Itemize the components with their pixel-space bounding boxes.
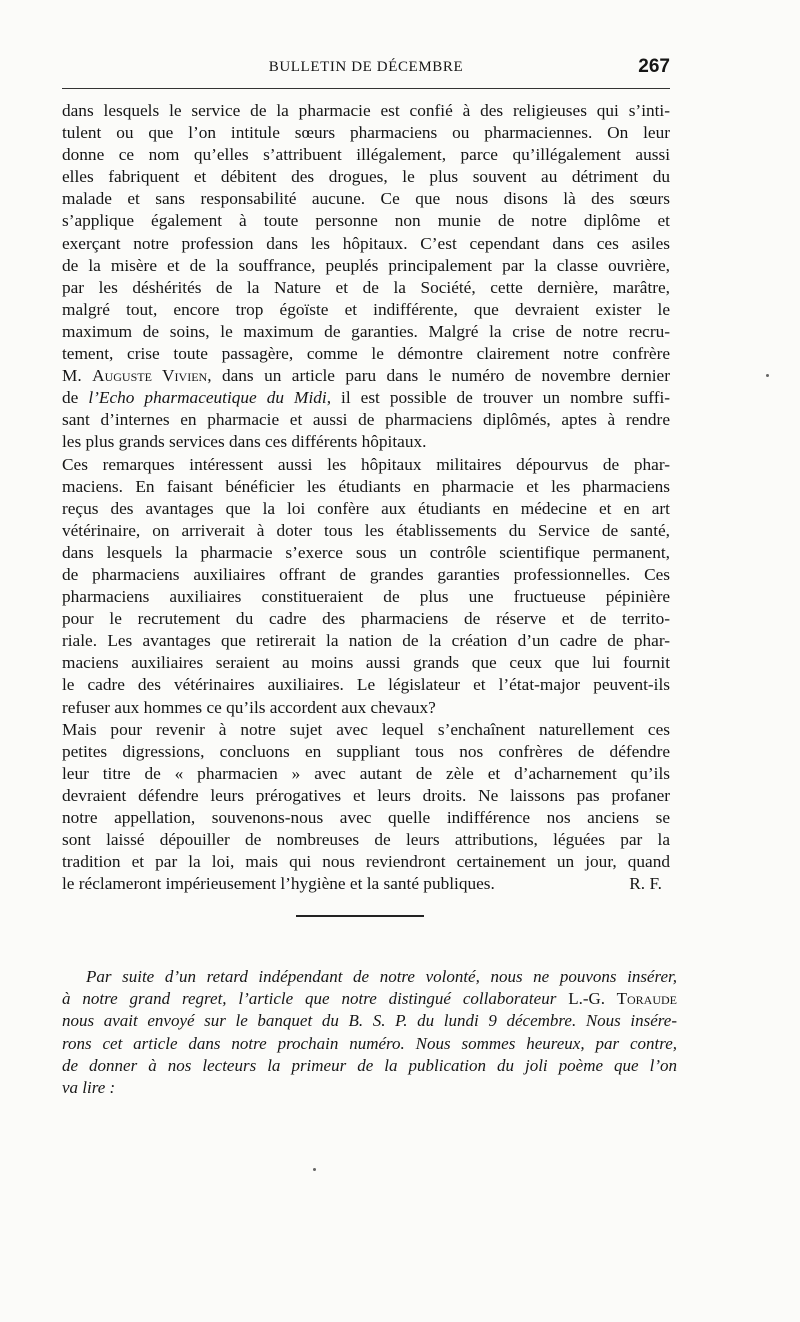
text-line: de la misère et de la souffrance, peuplés principalement par la classe ouvrière, bbox=[62, 255, 670, 275]
text-line: tradition et par la loi, mais qui nous reviendront certainement un jour, quand bbox=[62, 852, 670, 872]
text-line: exerçant notre profession dans les hôpitaux. C’est cependant dans ces asiles bbox=[62, 233, 670, 253]
text-line: maciens auxiliaires seraient au moins aussi grands que ceux que lui fournit bbox=[62, 653, 670, 673]
section-separator bbox=[296, 915, 424, 917]
running-head: BULLETIN DE DÉCEMBRE bbox=[268, 59, 464, 75]
text-line: Ces remarques intéressent aussi les hôpitaux militaires dépourvus de phar- bbox=[62, 454, 670, 474]
page-header bbox=[62, 56, 670, 86]
article-body bbox=[62, 100, 670, 895]
note-line: rons cet article dans notre prochain numéro. Nous sommes heureux, par contre, bbox=[62, 1033, 677, 1053]
text-line: malgré tout, encore trop égoïste et indifférente, que devraient exister le bbox=[62, 299, 670, 319]
text-line: malade et sans responsabilité aucune. Ce que nous disons là des sœurs bbox=[62, 189, 670, 209]
text-line: maximum de soins, le maximum de garanties. Malgré la crise de notre recru- bbox=[62, 321, 670, 341]
journal-title: l’Echo pharmaceutique du Midi bbox=[88, 388, 327, 408]
line-suffix: , il est possible de trouver un nombre suffi- bbox=[326, 388, 671, 408]
note-text: à notre grand regret, l’article que notre distingué collaborateur bbox=[62, 989, 569, 1009]
text-line: maciens. En faisant bénéficier les étudiants en pharmacie et les pharmaciens bbox=[62, 476, 670, 496]
text-line: petites digressions, concluons en suppliant tous nos confrères de défendre bbox=[62, 741, 670, 761]
text-line: reçus des avantages que la loi confère aux étudiants en médecine et en art bbox=[62, 498, 670, 518]
text-line: sont laissé dépouiller de nombreuses de leurs attributions, léguées par la bbox=[62, 830, 670, 850]
text-line: dans lesquels la pharmacie s’exerce sous un contrôle scientifique permanent, bbox=[62, 542, 670, 562]
text-line: donne ce nom qu’elles s’attribuent illégalement, parce qu’illégalement aussi bbox=[62, 145, 670, 165]
header-rule bbox=[62, 88, 670, 89]
text-line: refuser aux hommes ce qu’ils accordent aux chevaux? bbox=[62, 697, 436, 717]
text-line: les plus grands services dans ces différents hôpitaux. bbox=[62, 432, 427, 452]
text-line: le réclameront impérieusement l’hygiène et la santé publiques. bbox=[62, 874, 495, 894]
line-suffix: , dans un article paru dans le numéro de novembre dernier bbox=[207, 366, 670, 386]
text-line: notre appellation, souvenons-nous avec quelle indifférence nos anciens se bbox=[62, 808, 670, 827]
text-line: sant d’internes en pharmacie et aussi de pharmaciens diplômés, aptes à rendre bbox=[62, 410, 670, 430]
text-line: s’applique également à toute personne non munie de notre diplôme et bbox=[62, 211, 670, 231]
signature: R. F. bbox=[629, 874, 662, 894]
paragraph-1 bbox=[62, 100, 670, 454]
paragraph-3 bbox=[62, 719, 670, 896]
print-speck bbox=[313, 1168, 316, 1171]
note-line: nous avait envoyé sur le banquet du B. S. P. du lundi 9 décembre. Nous insére- bbox=[62, 1011, 677, 1031]
note-line bbox=[62, 988, 677, 1010]
paragraph-2 bbox=[62, 454, 670, 719]
text-line: vétérinaire, on arriverait à doter tous les établissements du Service de santé, bbox=[62, 520, 670, 540]
line-prefix: de bbox=[62, 388, 89, 408]
print-speck bbox=[766, 374, 769, 377]
text-line: elles fabriquent et débitent des drogues, le plus souvent au détriment du bbox=[62, 167, 670, 187]
text-line-with-journal bbox=[62, 387, 670, 409]
page-number: 267 bbox=[638, 56, 670, 77]
text-line: le cadre des vétérinaires auxiliaires. Le législateur et l’état-major peuvent-ils bbox=[62, 675, 670, 695]
text-line: riale. Les avantages que retirerait la nation de la création d’un cadre de phar- bbox=[62, 631, 670, 651]
text-line: dans lesquels le service de la pharmacie est confié à des religieuses qui s’inti- bbox=[62, 101, 670, 120]
editor-note bbox=[62, 966, 677, 1099]
collaborator-name: L.-G. Toraude bbox=[568, 989, 677, 1009]
note-line: de donner à nos lecteurs la primeur de la publication du joli poème que l’on bbox=[62, 1055, 677, 1075]
text-line: pharmaciens auxiliaires constitueraient de plus une fructueuse pépinière bbox=[62, 587, 670, 607]
text-line: tement, crise toute passagère, comme le démontre clairement notre confrère bbox=[62, 344, 670, 364]
text-line: devraient défendre leurs prérogatives et leurs droits. Ne laissons pas profaner bbox=[62, 785, 670, 805]
note-line: va lire : bbox=[62, 1078, 116, 1098]
closing-line bbox=[62, 873, 670, 895]
author-name: Auguste Vivien bbox=[92, 366, 208, 386]
text-line: pour le recrutement du cadre des pharmaciens de réserve et de territo- bbox=[62, 609, 670, 629]
text-line: leur titre de « pharmacien » avec autant de zèle et d’acharnement qu’ils bbox=[62, 763, 670, 783]
note-line: Par suite d’un retard indépendant de notre volonté, nous ne pouvons insérer, bbox=[86, 967, 677, 986]
line-prefix: M. bbox=[62, 366, 93, 386]
text-line: de pharmaciens auxiliaires offrant de grandes garanties professionnelles. Ces bbox=[62, 564, 670, 584]
text-line-with-author bbox=[62, 365, 670, 387]
text-line: Mais pour revenir à notre sujet avec lequel s’enchaînent naturellement ces bbox=[62, 719, 670, 739]
text-line: tulent ou que l’on intitule sœurs pharmaciens ou pharmaciennes. On leur bbox=[62, 123, 670, 143]
text-line: par les déshérités de la Nature et de la Société, cette dernière, marâtre, bbox=[62, 277, 670, 297]
